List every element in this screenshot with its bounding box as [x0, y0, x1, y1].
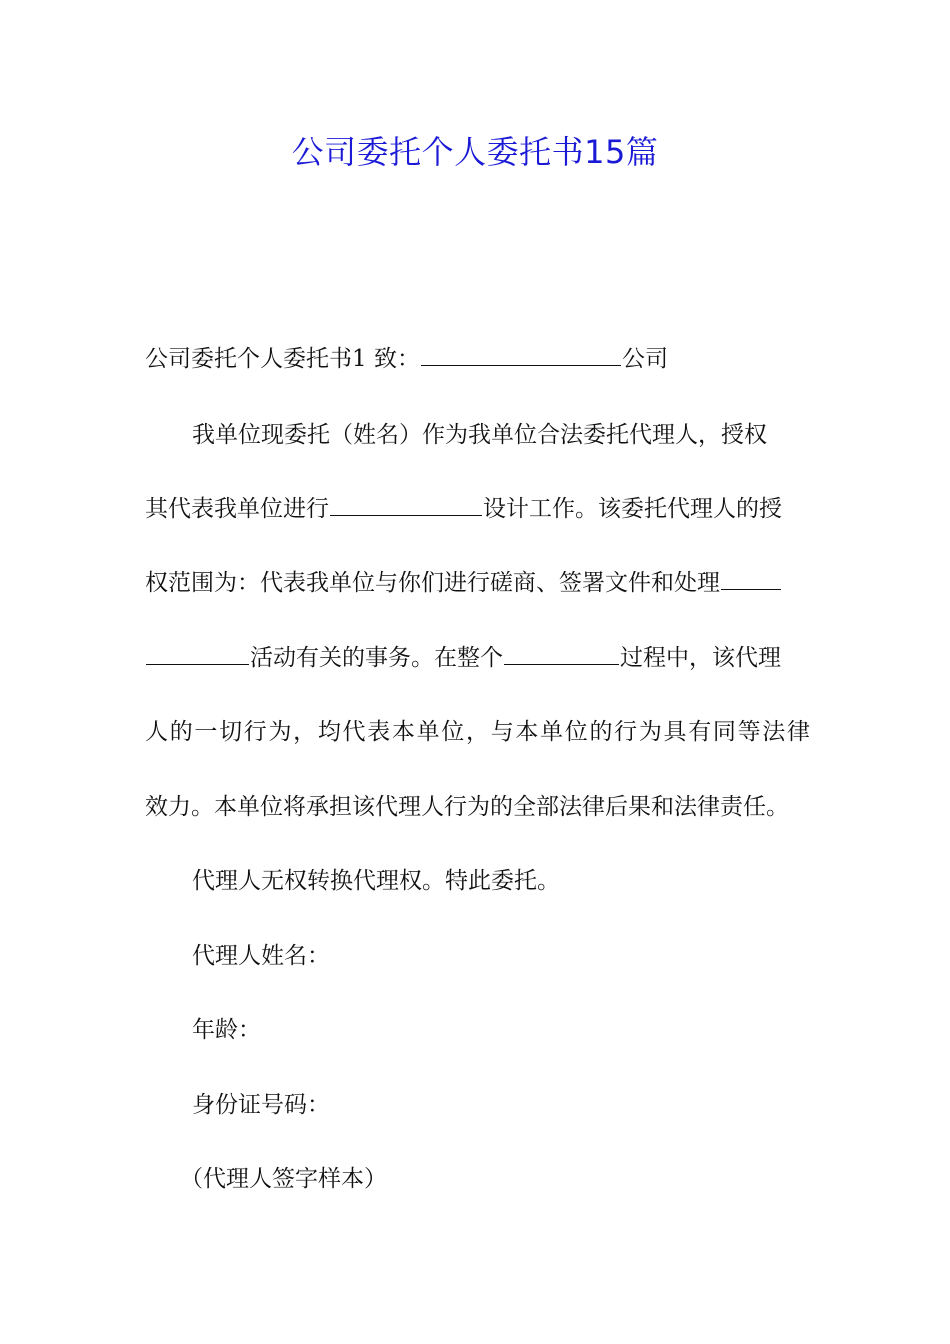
- paragraph1-line3-text: 权范围为：代表我单位与你们进行磋商、签署文件和处理: [145, 570, 720, 596]
- paragraph1-line4-start: 活动有关的事务。在整个: [250, 645, 503, 671]
- paragraph1-line5: 人的一切行为，均代表本单位，与本单位的行为具有同等法律: [145, 719, 810, 745]
- addressee-prefix: 公司委托个人委托书1 致：: [145, 346, 420, 372]
- paragraph1-line2-end: 设计工作。该委托代理人的授: [483, 496, 782, 522]
- field-agent-name: 代理人姓名：: [192, 943, 330, 969]
- paragraph1-line4-end: 过程中，该代理: [620, 645, 781, 671]
- paragraph1-line6: 效力。本单位将承担该代理人行为的全部法律后果和法律责任。: [145, 794, 789, 820]
- scope-blank-start: [721, 567, 781, 590]
- paragraph1-line1: 我单位现委托（姓名）作为我单位合法委托代理人，授权: [192, 422, 767, 448]
- paragraph2: 代理人无权转换代理权。特此委托。: [192, 868, 560, 894]
- paragraph1-line2-start: 其代表我单位进行: [145, 496, 329, 522]
- addressee-suffix: 公司: [621, 346, 668, 372]
- scope-blank-end: [146, 642, 249, 665]
- field-age: 年龄：: [192, 1017, 261, 1043]
- signature-sample-label: （代理人签字样本）: [180, 1166, 387, 1192]
- paragraph1-line3: [145, 563, 810, 603]
- paragraph1-line2: [145, 489, 810, 529]
- addressee-line: [145, 339, 810, 379]
- paragraph1-line4: [145, 638, 810, 678]
- document-title: 公司委托个人委托书15篇: [291, 133, 659, 171]
- process-blank: [504, 642, 619, 665]
- company-blank: [421, 343, 621, 366]
- field-id-number: 身份证号码：: [192, 1092, 330, 1118]
- project-blank: [330, 493, 482, 516]
